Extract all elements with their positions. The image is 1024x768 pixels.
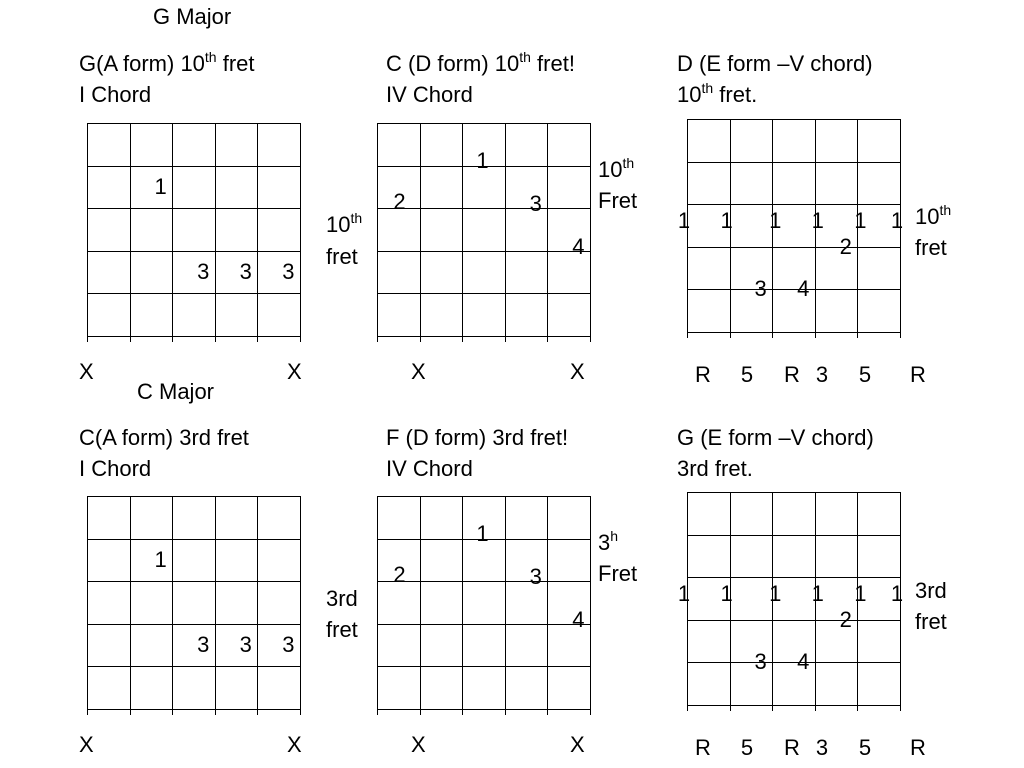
chord-title: D (E form –V chord) [677, 51, 873, 76]
finger-number: 1 [476, 148, 489, 174]
finger-number: 3 [239, 632, 252, 658]
barre-finger-number: 1 [854, 581, 867, 606]
muted-string-x: X [570, 359, 585, 384]
fretboard-grid [377, 496, 591, 716]
finger-number: 2 [839, 606, 852, 632]
interval-label: 3 [815, 735, 829, 760]
fret-position-label-left [326, 212, 362, 238]
barre-finger-number: 1 [769, 208, 782, 233]
chord-title-text: 10 [677, 82, 702, 107]
finger-number: 4 [797, 276, 810, 302]
interval-label: R [910, 362, 926, 387]
fret-position-label-right [598, 530, 618, 556]
finger-number: 4 [572, 606, 585, 632]
fretboard-grid [87, 496, 301, 716]
fretboard-lines [87, 123, 301, 343]
barre-finger-number: 1 [720, 208, 733, 233]
fret-label-sup: th [350, 210, 363, 226]
fret-position-label-right [915, 204, 951, 230]
finger-number: 2 [839, 233, 852, 259]
muted-string-x: X [287, 359, 302, 384]
fret-position-label-left: 3rd [326, 586, 358, 611]
interval-label: R [784, 362, 800, 387]
fret-position-label-right-line2: Fret [598, 561, 638, 586]
interval-label: R [695, 362, 711, 387]
fret-label-sup: th [939, 202, 952, 218]
muted-string-x: X [570, 732, 585, 757]
finger-number: 2 [393, 561, 406, 587]
finger-number: 4 [797, 649, 810, 675]
chord-title-sup: th [519, 49, 531, 65]
fret-position-label-left-line2: fret [326, 617, 358, 642]
finger-number: 1 [154, 173, 167, 199]
fret-label-text: 10 [598, 157, 623, 182]
fretboard-grid [87, 123, 301, 343]
finger-number: 1 [476, 521, 489, 547]
fretboard-grid [677, 119, 904, 339]
chord-title: C(A form) 3rd fret [79, 425, 249, 450]
finger-number: 3 [754, 276, 767, 302]
finger-number: 3 [282, 259, 295, 285]
barre-finger-number: 1 [769, 581, 782, 606]
fret-label-text: 10 [326, 212, 351, 237]
fret-label-text: 10 [915, 204, 940, 229]
interval-label: R [784, 735, 800, 760]
section-title-c-major: C Major [137, 379, 215, 404]
interval-label: 5 [740, 735, 754, 760]
chord-title-line2: 3rd fret. [677, 456, 753, 481]
fret-position-label-right: 3rd [915, 578, 947, 603]
chord-title: G (E form –V chord) [677, 425, 874, 450]
barre-finger-number: 1 [720, 581, 733, 606]
finger-number: 3 [529, 190, 542, 216]
fret-label-sup: th [622, 155, 635, 171]
barre-finger-number: 1 [890, 581, 904, 606]
chord-subtitle: IV Chord [386, 456, 473, 481]
fret-position-label-left-line2: fret [326, 244, 358, 269]
fret-position-label-right-line2: fret [915, 235, 947, 260]
barre-finger-number: 1 [890, 208, 904, 233]
finger-number: 3 [239, 259, 252, 285]
chord-title-sup: th [701, 80, 714, 96]
fret-label-sup: h [610, 528, 619, 544]
chord-subtitle: I Chord [79, 82, 152, 107]
barre-finger-number: 1 [677, 581, 691, 606]
fret-position-label-right [598, 157, 634, 183]
chord-subtitle: IV Chord [386, 82, 473, 107]
fretboard-lines [687, 492, 904, 712]
muted-string-x: X [411, 359, 426, 384]
finger-number: 3 [197, 632, 210, 658]
chord-title-text: fret [216, 51, 255, 76]
fret-position-label-right-line2: Fret [598, 188, 638, 213]
muted-string-x: X [79, 359, 94, 384]
chord-title [386, 51, 575, 77]
finger-number: 1 [154, 546, 167, 572]
fretboard-grid [377, 123, 591, 343]
barre-finger-number: 1 [677, 208, 691, 233]
interval-label: 5 [858, 362, 872, 387]
finger-number: 3 [197, 259, 210, 285]
interval-label: 5 [858, 735, 872, 760]
interval-label: R [910, 735, 926, 760]
fretboard-lines [687, 119, 904, 339]
section-title-g-major: G Major [153, 4, 232, 29]
chord-title-text: G(A form) 10 [79, 51, 205, 76]
chord-title-text: fret. [713, 82, 758, 107]
barre-finger-number: 1 [811, 581, 824, 606]
chord-title-sup: th [204, 49, 217, 65]
muted-string-x: X [411, 732, 426, 757]
finger-number: 3 [529, 563, 542, 589]
interval-label: 3 [815, 362, 829, 387]
chord-title-line2 [677, 82, 757, 108]
finger-number: 4 [572, 233, 585, 259]
fret-label-text: 3 [598, 530, 611, 555]
interval-label: R [695, 735, 711, 760]
chord-title: F (D form) 3rd fret! [386, 425, 569, 450]
finger-number: 3 [754, 649, 767, 675]
interval-label: 5 [740, 362, 754, 387]
muted-string-x: X [287, 732, 302, 757]
fretboard-lines [87, 496, 301, 716]
chord-subtitle: I Chord [79, 456, 152, 481]
muted-string-x: X [79, 732, 94, 757]
fretboard-grid [677, 492, 904, 712]
chord-title-text: fret! [530, 51, 575, 76]
fret-position-label-right-line2: fret [915, 609, 947, 634]
finger-number: 3 [282, 632, 295, 658]
chord-title [79, 51, 255, 77]
barre-finger-number: 1 [854, 208, 867, 233]
chord-title-text: C (D form) 10 [386, 51, 520, 76]
barre-finger-number: 1 [811, 208, 824, 233]
finger-number: 2 [393, 188, 406, 214]
